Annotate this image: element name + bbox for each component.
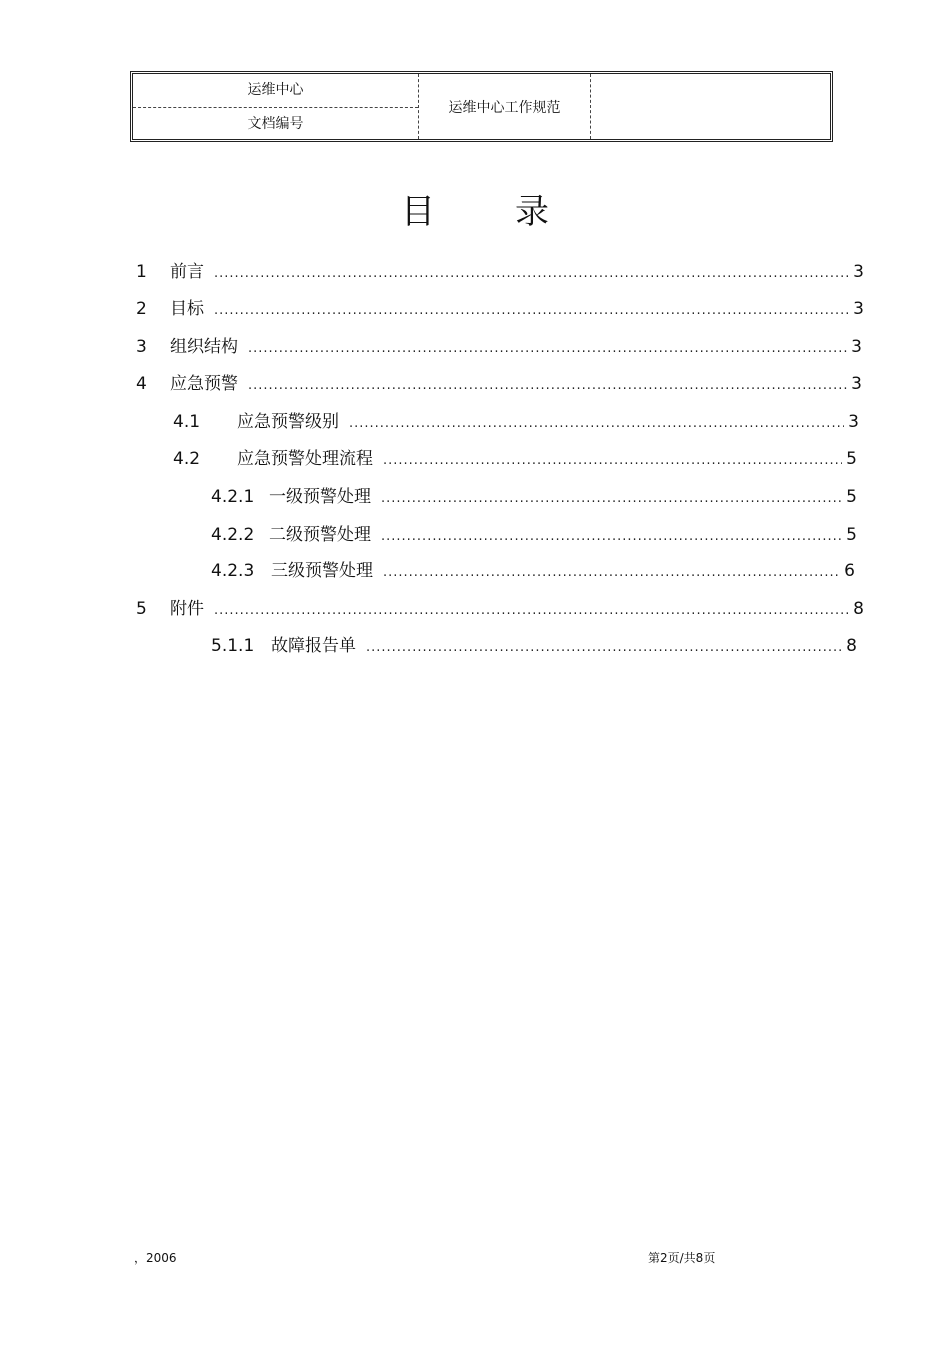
header-table [130,71,833,142]
toc-leader-dots [214,303,849,318]
toc-entry-number: 4.2 [173,449,201,469]
toc-leader-dots [349,416,844,431]
toc-entry-number: 4.2.3 [211,561,255,581]
header-doc-title: 运维中心工作规范 [419,74,591,139]
toc-entry[interactable] [136,294,864,318]
toc-entry-label: 应急预警 [170,374,238,394]
toc-entry-label: 目标 [170,299,204,319]
toc-entry-label: 应急预警级别 [237,412,339,432]
footer-date: ，2006 [134,1251,177,1265]
toc-entry[interactable] [136,369,862,393]
toc-entry-label: 前言 [170,262,204,282]
toc-entry-page: 3 [851,337,862,357]
toc-leader-dots [248,378,847,393]
toc-entry-page: 8 [853,599,864,619]
header-org: 运维中心 [133,74,418,108]
toc-entry[interactable] [211,482,857,506]
toc-entry[interactable] [136,332,862,356]
toc-leader-dots [366,640,842,655]
header-doc-number-label: 文档编号 [247,116,304,132]
toc-leader-dots [214,266,849,281]
toc-entry[interactable] [211,631,857,655]
toc-entry-number: 5.1.1 [211,636,255,656]
toc-entry-page: 3 [848,412,859,432]
toc-leader-dots [381,529,842,544]
toc-leader-dots [248,341,847,356]
toc-entry-number: 1 [136,262,147,282]
toc-entry-page: 3 [851,374,862,394]
toc-leader-dots [214,603,849,618]
toc-entry-page: 3 [853,299,864,319]
toc-entry-number: 4.2.2 [211,525,255,545]
toc-entry-page: 3 [853,262,864,282]
toc-entry-label: 一级预警处理 [269,487,371,507]
toc-entry-label: 应急预警处理流程 [237,449,373,469]
header-left-cell [133,74,419,139]
toc-entry-page: 6 [844,561,855,581]
toc-entry-number: 4.2.1 [211,487,255,507]
toc-entry-label: 附件 [170,599,204,619]
toc-entry[interactable] [173,407,859,431]
toc-entry-number: 4 [136,374,147,394]
toc-entry[interactable] [136,594,864,618]
footer-page-number: 第2页/共8页 [648,1251,716,1265]
toc-entry[interactable] [211,520,857,544]
toc-leader-dots [381,491,842,506]
toc-entry[interactable] [211,556,855,580]
toc-entry[interactable] [136,257,864,281]
toc-entry[interactable] [173,444,857,468]
toc-entry-label: 组织结构 [170,337,238,357]
toc-entry-number: 4.1 [173,412,201,432]
toc-entry-number: 5 [136,599,147,619]
toc-entry-number: 2 [136,299,147,319]
toc-leader-dots [383,453,842,468]
toc-entry-page: 5 [846,449,857,469]
toc-title: 目录 [401,192,629,232]
toc-entry-label: 二级预警处理 [269,525,371,545]
toc-leader-dots [383,565,840,580]
toc-entry-label: 故障报告单 [271,636,356,656]
toc-entry-label: 三级预警处理 [271,561,373,581]
toc-entry-page: 5 [846,525,857,545]
toc-entry-page: 8 [846,636,857,656]
toc-entry-page: 5 [846,487,857,507]
toc-entry-number: 3 [136,337,147,357]
